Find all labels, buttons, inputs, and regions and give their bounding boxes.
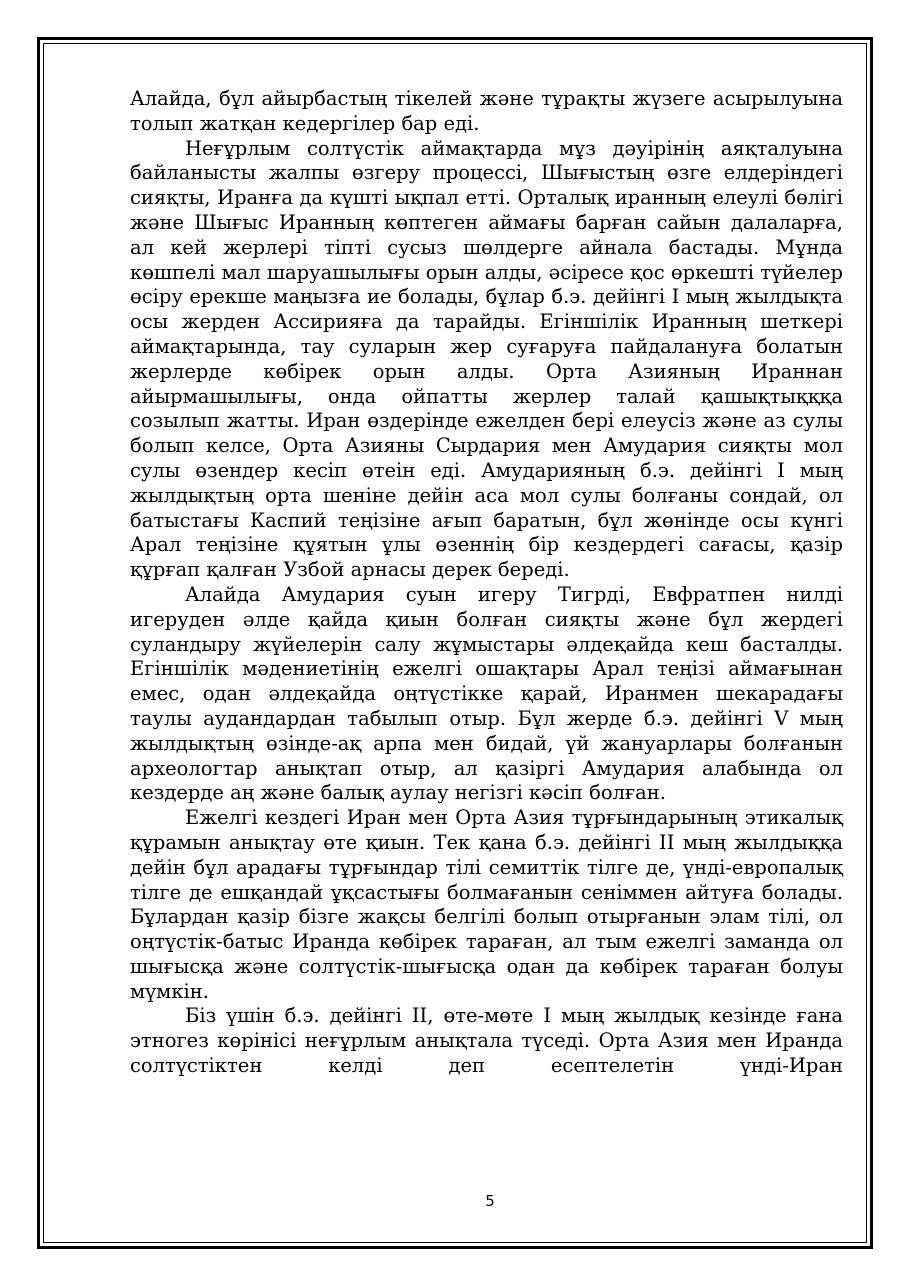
paragraph-1: Алайда, бұл айырбастың тікелей және тұрақты жүзеге асырылуына толып жатқан кедергілер бар еді. (130, 87, 843, 135)
paragraph-4: Ежелгі кездегі Иран мен Орта Азия тұрғындарының этикалық құрамын анықтау өте қиын. Тек қана б.э. дейінгі ІІ мың жылдыққа дейін бұл арадағы тұрғындар тілі семиттік тілге де, үнді-европалық тілге де ешқандай ұқсастығы болмағанын сеніммен айтуға болады. Бұлардан қазір бізге жақсы белгілі болып отырғанын элам тілі, ол оңтүстік-батыс Иранда көбірек тараған, ал тым ежелгі заманда ол шығысқа және солтүстік-шығысқа одан да көбірек тараған болуы мүмкін. (130, 806, 843, 1003)
page-number: 5 (485, 1192, 495, 1210)
paragraph-2: Неғұрлым солтүстік аймақтарда мұз дәуірінің аяқталуына байланысты жалпы өзгеру процессі, Шығыстың өзге елдеріндегі сияқты, Иранға да күшті ықпал етті. Орталық иранның елеулі бөлігі және Шығыс Иранның көптеген аймағы барған сайын далаларға, ал кей жерлері тіпті сусыз шөлдерге айнала бастады. Мұнда көшпелі мал шаруашылығы орын алды, әсіресе қос өркешті түйелер өсіру ерекше маңызға ие болады, бұлар б.э. дейінгі І мың жылдықта осы жерден Ассирияға да тарайды. Егіншілік Иранның шеткері аймақтарында, тау суларын жер суғаруға пайдалануға болатын жерлерде көбірек орын алды. Орта Азияның Ираннан айырмашылығы, онда ойпатты жерлер талай қашықтықққа созылып жатты. Иран өздерінде ежелден бері елеусіз және аз сулы болып келсе, Орта Азияны Сырдария мен Амудария сияқты мол сулы өзендер кесіп өтеін еді. Амударияның б.э. дейінгі І мың жылдықтың орта шеніне дейін аса мол сулы болғаны сондай, ол батыстағы Каспий теңізіне ағып баратын, бұл жөнінде осы күнгі Арал теңізіне құятын ұлы өзеннің бір кездердегі сағасы, қазір құрғап қалған Узбой арнасы дерек береді. (130, 136, 843, 582)
document-body (130, 87, 843, 1079)
paragraph-5: Біз үшін б.э. дейінгі ІІ, өте-мөте І мың жылдық кезінде ғана этногез көрінісі неғұрлым анықтала түседі. Орта Азия мен Иранда солтүстіктен келді деп есептелетін үнді-Иран (130, 1004, 843, 1078)
paragraph-3: Алайда Амудария суын игеру Тигрді, Евфратпен нилді игеруден әлде қайда қиын болған сияқты және бұл жердегі суландыру жүйелерін салу жұмыстары әлдеқайда кеш басталды. Егіншілік мәдениетінің ежелгі ошақтары Арал теңізі аймағынан емес, одан әлдеқайда оңтүстікке қарай, Иранмен шекарадағы таулы аудандардан табылып отыр. Бұл жерде б.э. дейінгі V мың жылдықтың өзінде-ақ арпа мен бидай, үй жануарлары болғанын археологтар анықтап отыр, ал қазіргі Амудария алабында ол кездерде аң және балық аулау негізгі кәсіп болған. (130, 582, 843, 805)
